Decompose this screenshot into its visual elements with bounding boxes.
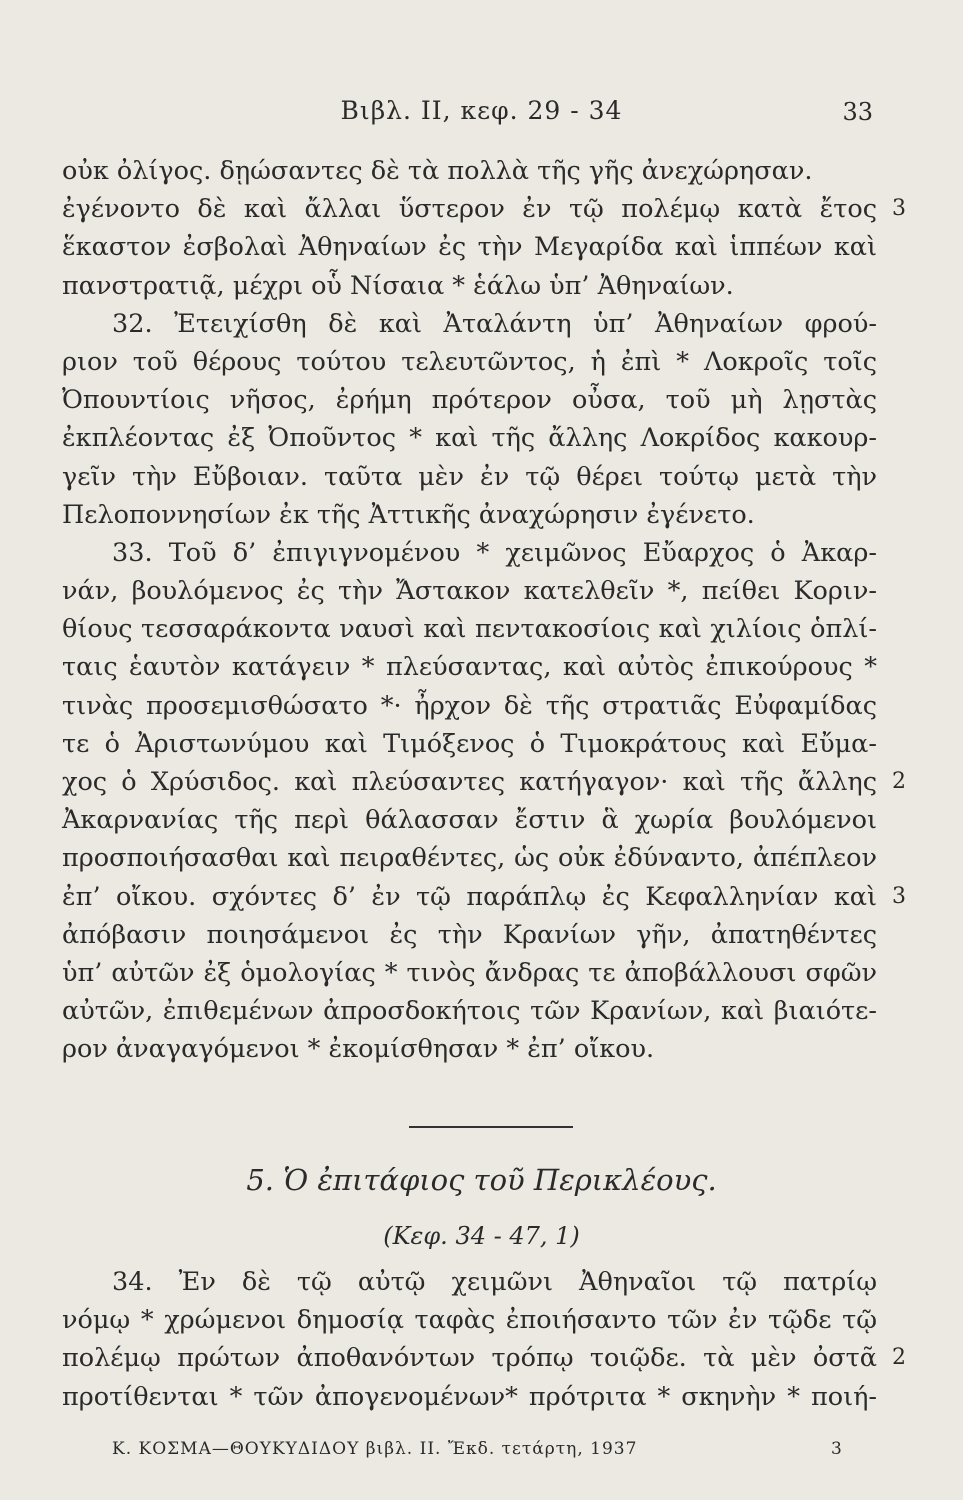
text-line — [62, 954, 877, 992]
text-line — [62, 267, 877, 305]
line-text: αὐτῶν, ἐπιθεμένων ἀπροσδοκήτοις τῶν Κρανίων, καὶ βιαιότε- — [62, 996, 877, 1027]
text-line — [62, 725, 877, 763]
text-line — [62, 878, 906, 916]
text-line — [62, 1263, 877, 1301]
line-text: Ἀκαρνανίας τῆς περὶ θάλασσαν ἔστιν ἃ χωρία βουλόμενοι — [62, 805, 877, 836]
page-footer — [0, 1437, 963, 1467]
line-text: πανστρατιᾷ, μέχρι οὗ Νίσαια * ἑάλω ὑπ’ Ἀθηναίων. — [62, 270, 734, 301]
line-text: ἐπ’ οἴκου. σχόντες δ’ ἐν τῷ παράπλῳ ἐς Κεφαλληνίαν καὶ — [62, 881, 877, 912]
line-text: τε ὁ Ἀριστωνύμου καὶ Τιμόξενος ὁ Τιμοκράτους καὶ Εὔμα- — [62, 728, 877, 759]
section-divider — [409, 1126, 573, 1128]
line-text: πολέμῳ πρώτων ἀποθανόντων τρόπῳ τοιῷδε. τὰ μὲν ὀστᾶ — [62, 1343, 877, 1374]
text-line — [62, 228, 877, 266]
line-text: 32. Ἐτειχίσθη δὲ καὶ Ἀταλάντη ὑπ’ Ἀθηναίων φρού- — [112, 308, 877, 339]
line-text: ριον τοῦ θέρους τούτου τελευτῶντος, ἡ ἐπὶ * Λοκροῖς τοῖς — [62, 346, 877, 377]
section-heading: 5. Ὁ ἐπιτάφιος τοῦ Περικλέους. — [246, 1163, 717, 1197]
text-line — [62, 610, 877, 648]
running-header — [0, 92, 963, 132]
line-text: ὑπ’ αὐτῶν ἐξ ὁμολογίας * τινὸς ἄνδρας τε ἀποβάλλουσι σφῶν — [62, 957, 877, 988]
text-line — [62, 496, 877, 534]
line-text: οὐκ ὀλίγος. δῃώσαντες δὲ τὰ πολλὰ τῆς γῆς ἀνεχώρησαν. — [62, 156, 813, 186]
line-text: Ὀπουντίοις νῆσος, ἐρήμη πρότερον οὖσα, τοῦ μὴ λῃστὰς — [62, 385, 877, 416]
section-subheading: (Κεφ. 34 - 47, 1) — [383, 1222, 580, 1250]
text-line — [62, 419, 877, 457]
line-text: προσποιήσασθαι καὶ πειραθέντες, ὡς οὐκ ἐδύναντο, ἀπέπλεον — [62, 843, 877, 874]
line-text: ρον ἀναγαγόμενοι * ἐκομίσθησαν * ἐπ’ οἴκου. — [62, 1034, 655, 1065]
line-text: 33. Τοῦ δ’ ἐπιγιγνομένου * χειμῶνος Εὔαρχος ὁ Ἀκαρ- — [112, 537, 877, 568]
line-text: ἐγένοντο δὲ καὶ ἄλλαι ὕστερον ἐν τῷ πολέμῳ κατὰ ἔτος — [62, 194, 877, 225]
line-text: ἀπόβασιν ποιησάμενοι ἐς τὴν Κρανίων γῆν, ἀπατηθέντες — [62, 919, 877, 950]
text-line — [62, 152, 877, 190]
text-line — [62, 992, 877, 1030]
text-line — [62, 1030, 877, 1068]
line-text: ἕκαστον ἐσβολαὶ Ἀθηναίων ἐς τὴν Μεγαρίδα καὶ ἱππέων καὶ — [62, 232, 877, 263]
signature-mark: 3 — [831, 1439, 843, 1459]
text-body-continued — [62, 1263, 906, 1416]
text-line — [62, 190, 906, 228]
margin-number: 3 — [892, 883, 906, 909]
line-text: προτίθενται * τῶν ἀπογενομένων* πρότριτα * σκηνὴν * ποιή- — [62, 1381, 877, 1412]
margin-number: 2 — [892, 769, 906, 794]
text-line — [62, 1339, 906, 1377]
text-line — [62, 916, 877, 954]
footer-text: Κ. ΚΟΣΜΑ—ΘΟΥΚΥΔΙΔΟΥ βιβλ. II. Ἔκδ. τετάρτη, 1937 — [112, 1439, 638, 1459]
text-line — [62, 343, 877, 381]
line-text: θίους τεσσαράκοντα ναυσὶ καὶ πεντακοσίοις καὶ χιλίοις ὁπλί- — [62, 614, 877, 645]
line-text: γεῖν τὴν Εὔβοιαν. ταῦτα μὲν ἐν τῷ θέρει τούτῳ μετὰ τὴν — [62, 461, 877, 492]
text-line — [62, 648, 877, 686]
text-line — [62, 305, 877, 343]
text-line — [62, 1378, 877, 1416]
line-text: νάν, βουλόμενος ἐς τὴν Ἄστακον κατελθεῖν *, πείθει Κοριν- — [62, 576, 877, 607]
text-line — [62, 534, 877, 572]
line-text: Πελοποννησίων ἐκ τῆς Ἀττικῆς ἀναχώρησιν ἐγένετο. — [62, 499, 755, 530]
line-text: 34. Ἐν δὲ τῷ αὐτῷ χειμῶνι Ἀθηναῖοι τῷ πατρίῳ — [112, 1267, 877, 1297]
margin-number: 2 — [892, 1345, 906, 1371]
text-line — [62, 458, 877, 496]
line-text: χος ὁ Χρύσιδος. καὶ πλεύσαντες κατήγαγον· καὶ τῆς ἄλλης — [62, 767, 877, 797]
page-number: 33 — [842, 98, 873, 126]
text-line — [62, 801, 877, 839]
running-title: Βιβλ. II, κεφ. 29 - 34 — [340, 96, 623, 125]
text-line — [62, 572, 877, 610]
margin-number: 3 — [892, 196, 906, 222]
line-text: νόμῳ * χρώμενοι δημοσίᾳ ταφὰς ἐποιήσαντο τῶν ἐν τῷδε τῷ — [62, 1305, 877, 1336]
text-body — [62, 152, 906, 1069]
line-text: ταις ἑαυτὸν κατάγειν * πλεύσαντας, καὶ αὐτὸς ἐπικούρους * — [62, 652, 877, 683]
line-text: τινὰς προσεμισθώσατο *· ἦρχον δὲ τῆς στρατιᾶς Εὐφαμίδας — [62, 690, 877, 721]
text-line — [62, 839, 877, 877]
line-text: ἐκπλέοντας ἐξ Ὀποῦντος * καὶ τῆς ἄλλης Λοκρίδος κακουρ- — [62, 423, 877, 454]
text-line — [62, 687, 877, 725]
text-line — [62, 381, 877, 419]
text-line — [62, 763, 906, 801]
text-line — [62, 1301, 877, 1339]
